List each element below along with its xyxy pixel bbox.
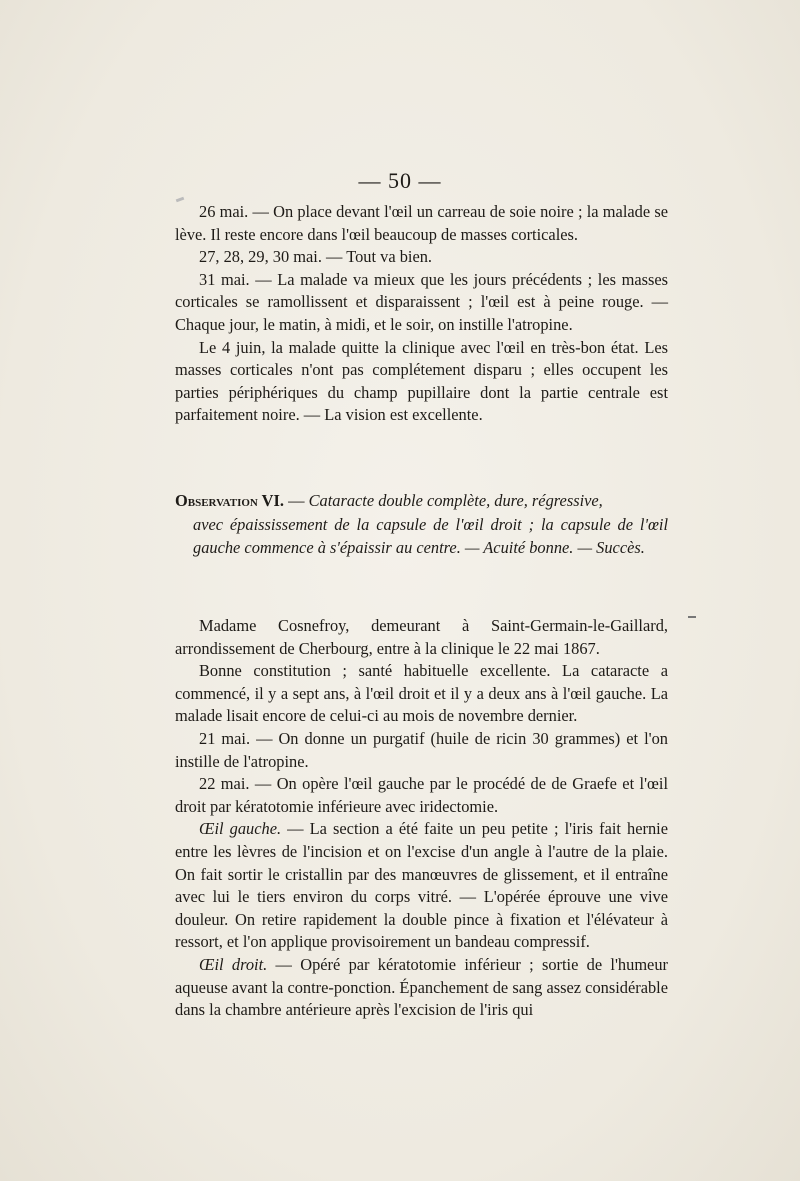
oeil-droit-label: Œil droit. [199, 954, 268, 974]
paragraph-oeil-droit [175, 954, 668, 1022]
paragraph-31-mai: 31 mai. — La malade va mieux que les jours précédents ; les masses corticales se ramollissent et disparaissent ; l'œil est à peine rouge. — Chaque jour, le matin, à midi, et le soir, on instille l'atropine. [175, 269, 668, 334]
oeil-droit-text: — Opéré par kératotomie inférieur ; sortie de l'humeur aqueuse avant la contre-ponction. Épanchement de sang assez considérable dans la chambre antérieure après l'excision de l'iris qui [175, 954, 668, 1020]
section-2 [175, 615, 668, 1022]
section-1 [175, 201, 668, 427]
paragraph-madame: Madame Cosnefroy, demeurant à Saint-Germain-le-Gaillard, arrondissement de Cherbourg, entre à la clinique le 22 mai 1867. [175, 616, 668, 658]
observation-label: Observation VI. [175, 491, 284, 510]
page-number: — 50 — [358, 168, 442, 193]
observation-title-rest: avec épaississement de la capsule de l'œil droit ; la capsule de l'œil gauche commence à s'épaissir au centre. — Acuité bonne. — Succès. [193, 514, 668, 557]
paragraph-constitution: Bonne constitution ; santé habituelle excellente. La cataracte a commencé, il y a sept ans, à l'œil droit et il y a deux ans à l'œil gauche. La malade lisait encore de celui-ci au mois de novembre dernier. [175, 661, 668, 726]
paragraph-oeil-gauche [175, 818, 668, 954]
oeil-gauche-label: Œil gauche. [199, 819, 282, 839]
paragraph-22-mai: 22 mai. — On opère l'œil gauche par le procédé de de Graefe et l'œil droit par kératotomie inférieure avec iridectomie. [175, 774, 668, 816]
margin-mark [688, 616, 696, 618]
observation-dash: — [283, 491, 309, 510]
observation-title-first: Cataracte double complète, dure, régressive, [308, 491, 603, 510]
observation-heading [175, 489, 668, 560]
paragraph-4-juin: Le 4 juin, la malade quitte la clinique avec l'œil en très-bon état. Les masses corticales n'ont pas complétement disparu ; elles occupent les parties périphériques du champ pupillaire dont la partie centrale est parfaitement noire. — La vision est excellente. [175, 337, 668, 425]
paragraph-26-mai: 26 mai. — On place devant l'œil un carreau de soie noire ; la malade se lève. Il reste encore dans l'œil beaucoup de masses corticales. [175, 202, 668, 244]
oeil-gauche-text: — La section a été faite un peu petite ; l'iris fait hernie entre les lèvres de l'incision et on l'excise d'un angle à l'autre de la plaie. On fait sortir le cristallin par des manœuvres de glissement, et il entraîne avec lui le tiers environ du corps vitré. — L'opérée éprouve une vive douleur. On retire rapidement la double pince à fixation et l'élévateur à ressort, et l'on applique provisoirement un bandeau compressif. [175, 819, 668, 952]
paragraph-21-mai: 21 mai. — On donne un purgatif (huile de ricin 30 grammes) et l'on instille de l'atropine. [175, 728, 668, 771]
paragraph-27-30-mai: 27, 28, 29, 30 mai. — Tout va bien. [199, 247, 433, 267]
